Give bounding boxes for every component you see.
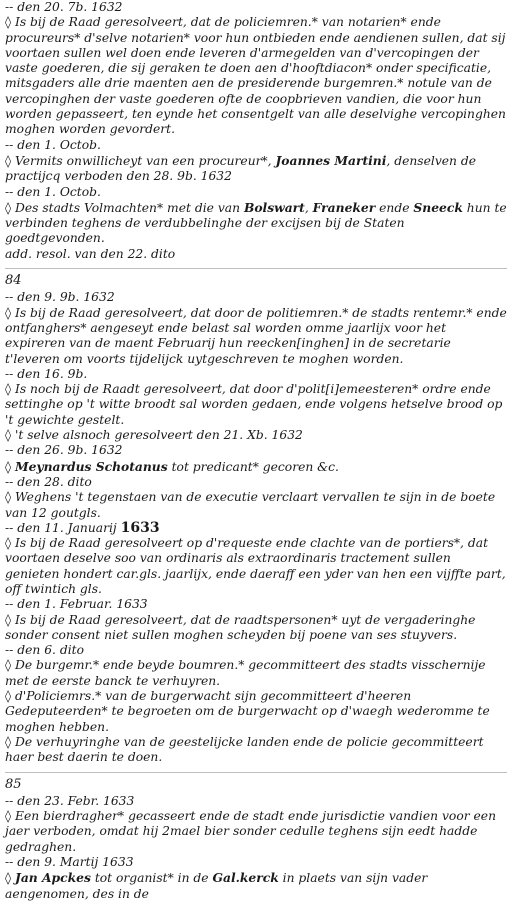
resolution-entry: ◊ De verhuyringhe van de geestelijcke landen ende de policie gecommitteert haer best daerin te doen. [5, 734, 484, 765]
section-85 [5, 777, 507, 902]
place-name: Sneeck [413, 199, 463, 215]
date-line: -- den 1. Februar. 1633 [5, 597, 148, 612]
entry-text: in plaets van sijn vader aengenomen, des in de [5, 871, 428, 901]
page-number: 85 [5, 776, 22, 792]
person-name: Jan Apckes [15, 870, 91, 886]
date-line: -- den 20. 7b. 1632 [5, 0, 123, 14]
resolution-entry: ◊ 't selve alsnoch geresolveert den 21. Xb. 1632 [5, 428, 303, 443]
resolution-entry: ◊ Is bij de Raad geresolveert, dat de raadtspersonen* uyt de vergaderinghe sonder consent niet sullen moghen scheyden bij poene van ses stuyvers. [5, 612, 476, 642]
date-text: -- den 11. Januarij [5, 520, 121, 535]
place-name: Franeker [312, 199, 376, 215]
resolution-entry: ◊ Is bij de Raad geresolveert op d'requeste ende clachte van de portiers*, dat voortaen deselve soo van ordinaris als extraordinaris tractement sullen genieten hondert car.gls. jaarlijx, ende daeraff een yder van hen een vijffte part, off twintich gls. [5, 536, 506, 596]
place-name: Bolswart [243, 199, 305, 215]
resolution-entry: ◊ Weghens 't tegenstaen van de executie verclaart vervallen te sijn in de boete van 12 goutgls. [5, 490, 496, 520]
date-line: -- den 28. dito [5, 474, 92, 489]
note-line: add. resol. van den 22. dito [5, 246, 176, 261]
entry-text: tot predicant* gecoren &c. [167, 459, 339, 474]
resolution-entry [5, 153, 507, 185]
entry-text: , [304, 200, 313, 215]
resolution-entry: ◊ Is bij de Raad geresolveert, dat door de politiemren.* de stadts rentemr.* ende ontfanghers* aengeseyt ende belast sal worden omme jaarlijx voor het expireren van de maent Februarij hun reecken[inghen] in de secretarie t'leveren om voorts tijdelijck uytgeschreven te moghen worden. [5, 305, 507, 366]
entry-text: , denselven de practijcq verboden den 28. 9b. 1632 [5, 153, 477, 184]
entry-text: tot organist* in de [90, 871, 213, 886]
person-name: Meynardus Schotanus [15, 458, 168, 474]
entry-text: ◊ Vermits onwillicheyt van een procureur*, [5, 153, 276, 168]
resolution-entry: ◊ d'Policiemrs.* van de burgerwacht sijn gecommitteert d'heeren Gedeputeerden* te begroeten om de burgerwacht op d'waegh wederomme te moghen hebben. [5, 689, 490, 734]
resolution-entry: ◊ Is noch bij de Raadt geresolveert, dat door d'polit[i]emeesteren* ordre ende settinghe op 't witte broodt sal worden gedaen, ende volgens hetselve brood op 't gewichte gestelt. [5, 382, 503, 427]
resolution-entry [5, 459, 507, 475]
date-line: -- den 26. 9b. 1632 [5, 443, 123, 458]
section-84 [5, 273, 507, 766]
date-line: -- den 9. Martij 1633 [5, 855, 134, 870]
divider [5, 772, 507, 773]
resolution-entry [5, 200, 507, 247]
divider [5, 268, 507, 269]
person-name: Joannes Martini [275, 152, 387, 168]
resolution-entry [5, 870, 507, 902]
resolution-entry: ◊ Is bij de Raad geresolveert, dat de policiemren.* van notarien* ende procureurs* d'selve notarien* voor hun ontbieden ende aendienen sullen, dat sij voortaen sullen wel doen ende leveren d'armegelden van d'vercopingen der vaste goederen, die sij geraken te doen aen d'hooftdiacon* onder specificatie, mitsgaders alle drie maenten aen de presiderende burgemren.* notule van de vercopinghen der vaste goederen ofte de coopbrieven vandien, die voor hun worden gepasseert, ten eynde het consentgelt van alle deselvighe vercopinghen moghen worden gevordert. [5, 15, 506, 137]
date-line: -- den 9. 9b. 1632 [5, 290, 115, 305]
date-line: -- den 16. 9b. [5, 366, 88, 381]
date-line: -- den 1. Octob. [5, 137, 101, 152]
resolution-entry: ◊ Een bierdragher* gecasseert ende de stadt ende jurisdictie vandien voor een jaer verboden, omdat hij 2mael bier sonder cedulle teghens sijn eedt hadde gedraghen. [5, 809, 496, 854]
entry-text: ende [375, 200, 414, 215]
resolution-entry: ◊ De burgemr.* ende beyde boumren.* gecommitteert des stadts visschernije met de eerste banck te verhuyren. [5, 658, 486, 688]
year-heading: 1633 [120, 519, 160, 536]
section-1 [5, 0, 507, 262]
date-line [5, 521, 507, 536]
entry-text: hun te verbinden teghens de verdubbelinghe der excijsen bij de Staten goedtgevonden. [5, 200, 507, 246]
date-line: -- den 23. Febr. 1633 [5, 793, 135, 808]
page-number: 84 [5, 273, 22, 289]
entry-text: ◊ [5, 871, 15, 886]
entry-text: ◊ Des stadts Volmachten* met die van [5, 200, 244, 215]
date-line: -- den 1. Octob. [5, 184, 101, 199]
entry-text: ◊ [5, 459, 15, 474]
date-line: -- den 6. dito [5, 643, 84, 658]
place-name: Gal.kerck [212, 870, 279, 886]
